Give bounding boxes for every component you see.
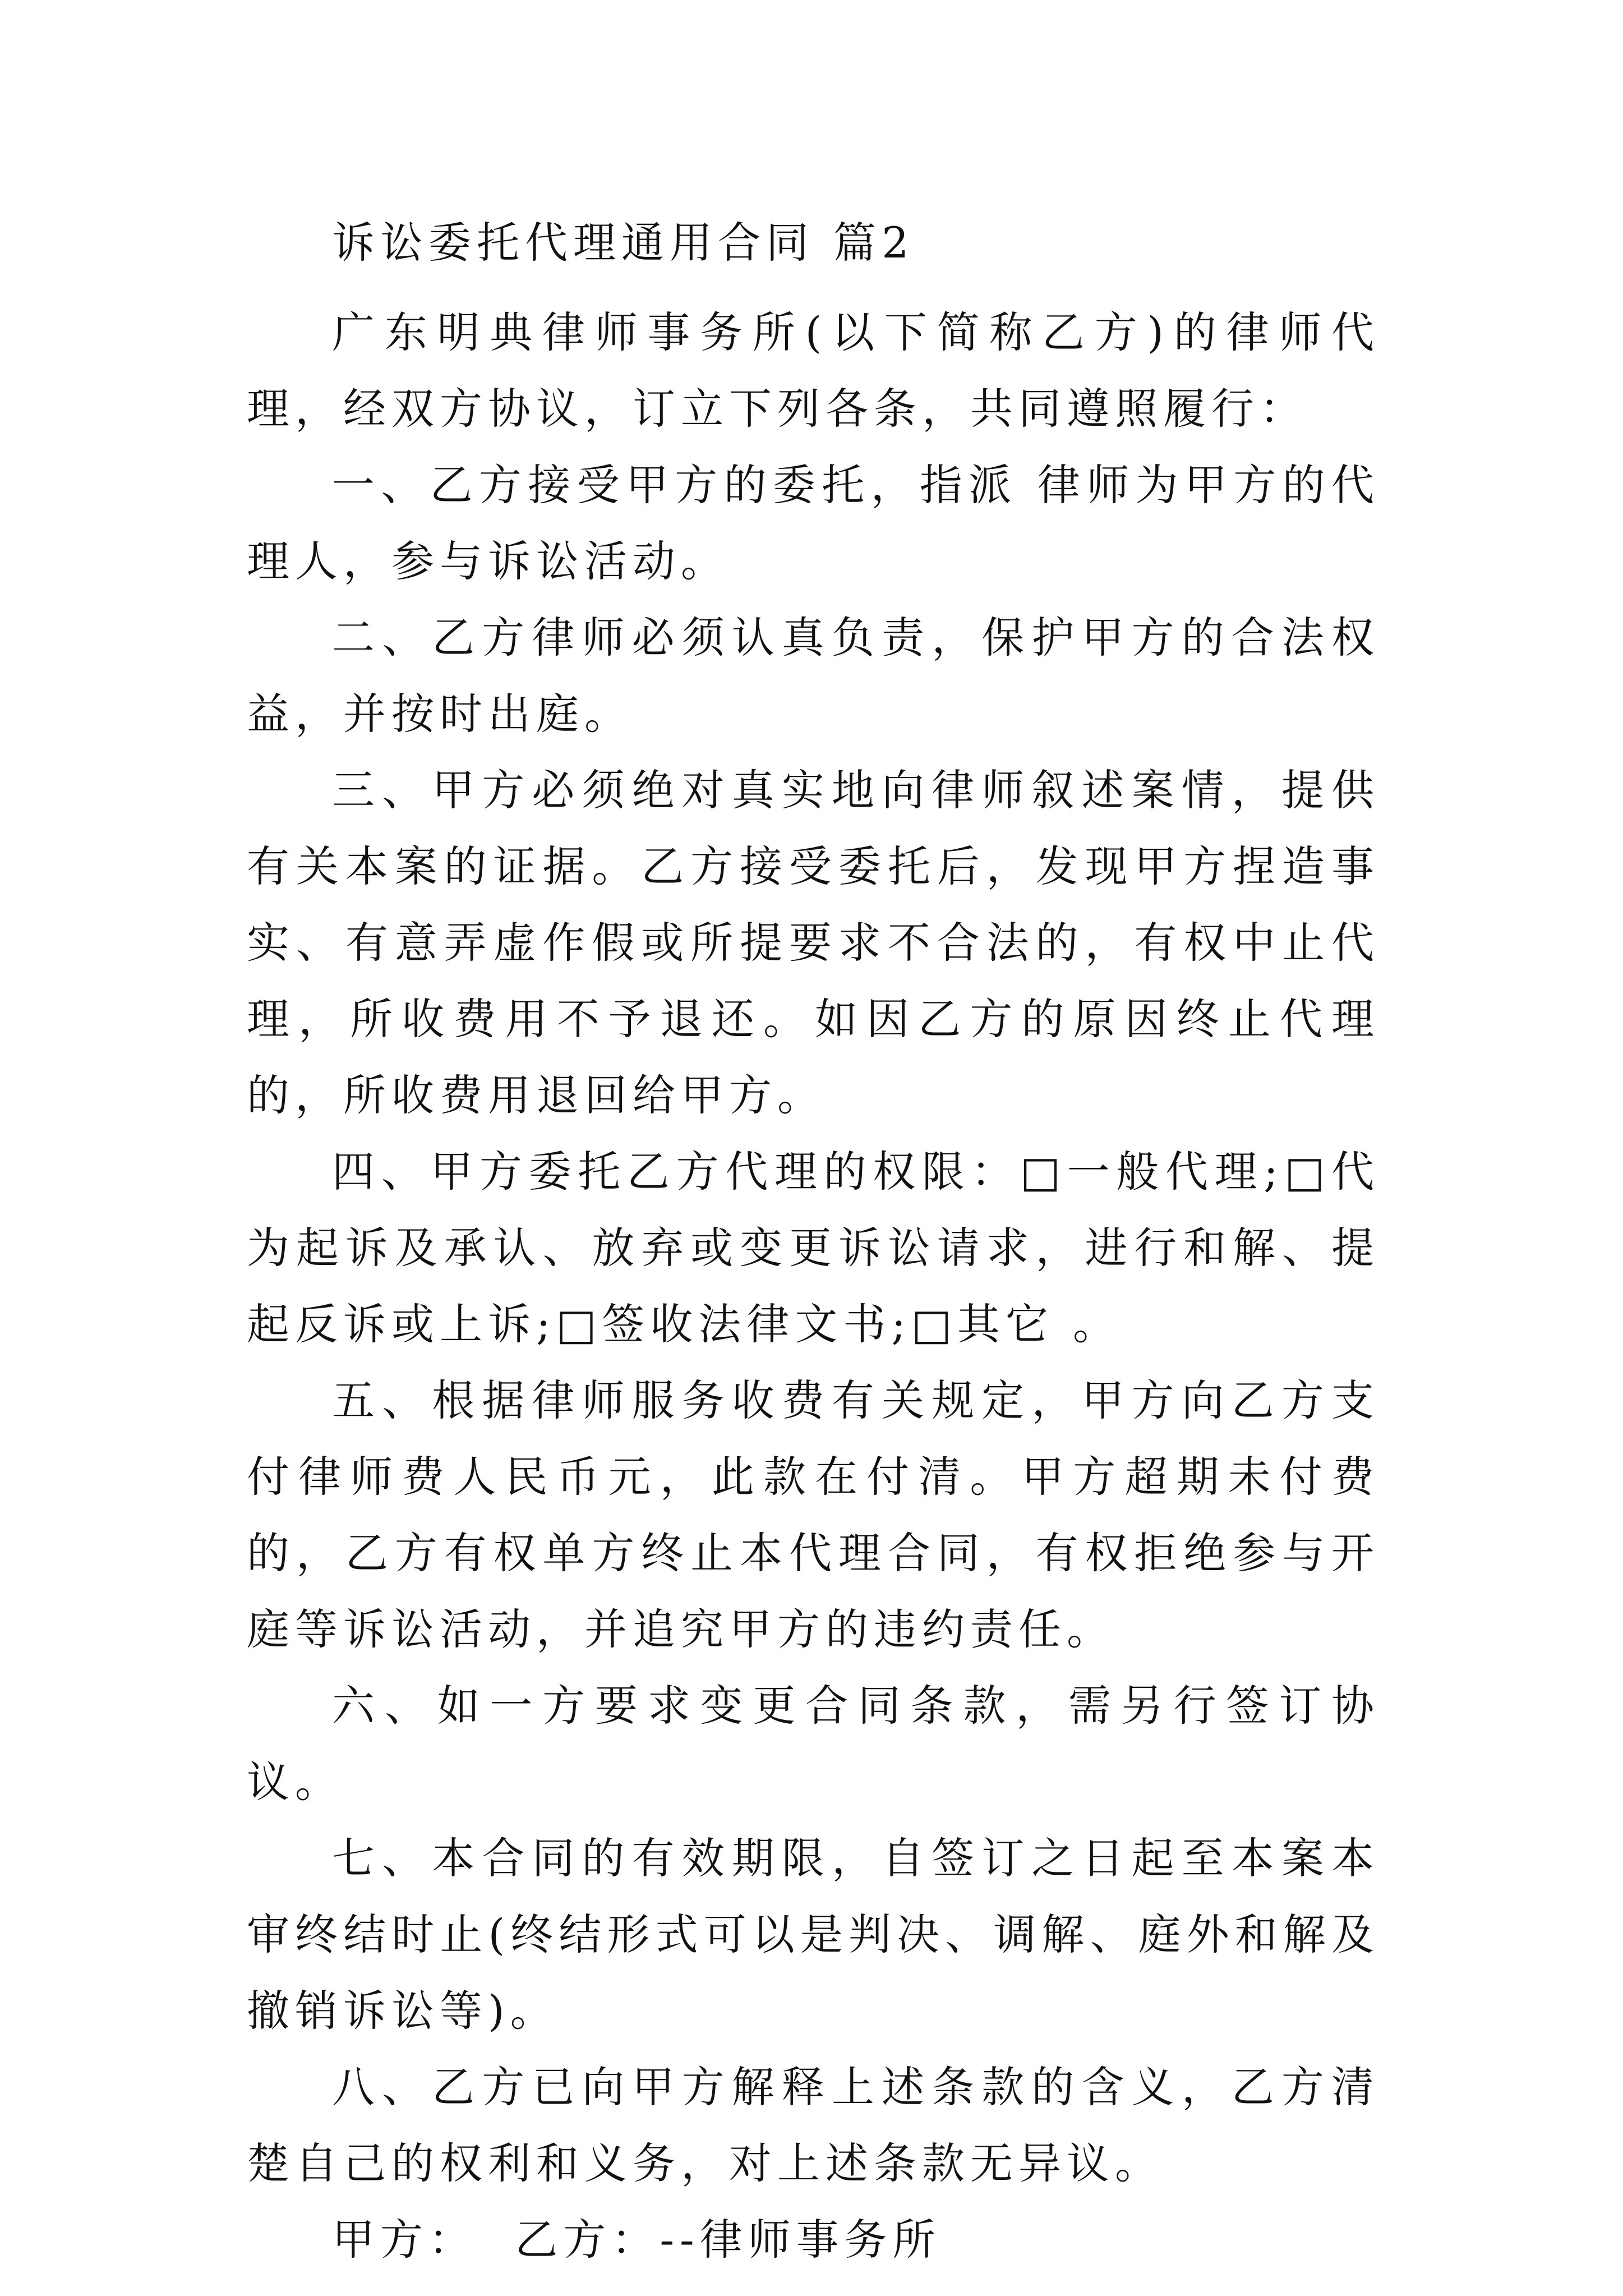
- paragraph-clause-1: 一、乙方接受甲方的委托，指派 律师为甲方的代理人，参与诉讼活动。: [247, 460, 1380, 586]
- paragraph-intro: 广东明典律师事务所(以下简称乙方)的律师代理，经双方协议，订立下列各条，共同遵照履行：: [247, 307, 1380, 434]
- paragraph-clause-2: 二、乙方律师必须认真负责，保护甲方的合法权益，并按时出庭。: [247, 613, 1380, 739]
- paragraph-clause-3: 三、甲方必须绝对真实地向律师叙述案情，提供有关本案的证据。乙方接受委托后，发现甲方捏造事实、有意弄虚作假或所提要求不合法的，有权中止代理，所收费用不予退还。如因乙方的原因终止代理的，所收费用退回给甲方。: [247, 765, 1380, 1120]
- paragraph-clause-6: 六、如一方要求变更合同条款，需另行签订协议。: [247, 1681, 1380, 1807]
- document-title: 诉讼委托代理通用合同 篇2: [332, 218, 915, 268]
- paragraph-clause-4: 四、甲方委托乙方代理的权限：□一般代理;□代为起诉及承认、放弃或变更诉讼请求，进行和解、提起反诉或上诉;□签收法律文书;□其它 。: [247, 1147, 1380, 1349]
- signature-line: 甲方： 乙方：--律师事务所: [332, 2215, 941, 2265]
- document-body: [247, 205, 1380, 2278]
- paragraph-clause-5: 五、根据律师服务收费有关规定，甲方向乙方支付律师费人民币元，此款在付清。甲方超期未付费的，乙方有权单方终止本代理合同，有权拒绝参与开庭等诉讼活动，并追究甲方的违约责任。: [247, 1375, 1380, 1654]
- paragraph-clause-8: 八、乙方已向甲方解释上述条款的含义，乙方清楚自己的权利和义务，对上述条款无异议。: [247, 2062, 1380, 2188]
- paragraph-clause-7: 七、本合同的有效期限，自签订之日起至本案本审终结时止(终结形式可以是判决、调解、庭外和解及撤销诉讼等)。: [247, 1833, 1380, 2036]
